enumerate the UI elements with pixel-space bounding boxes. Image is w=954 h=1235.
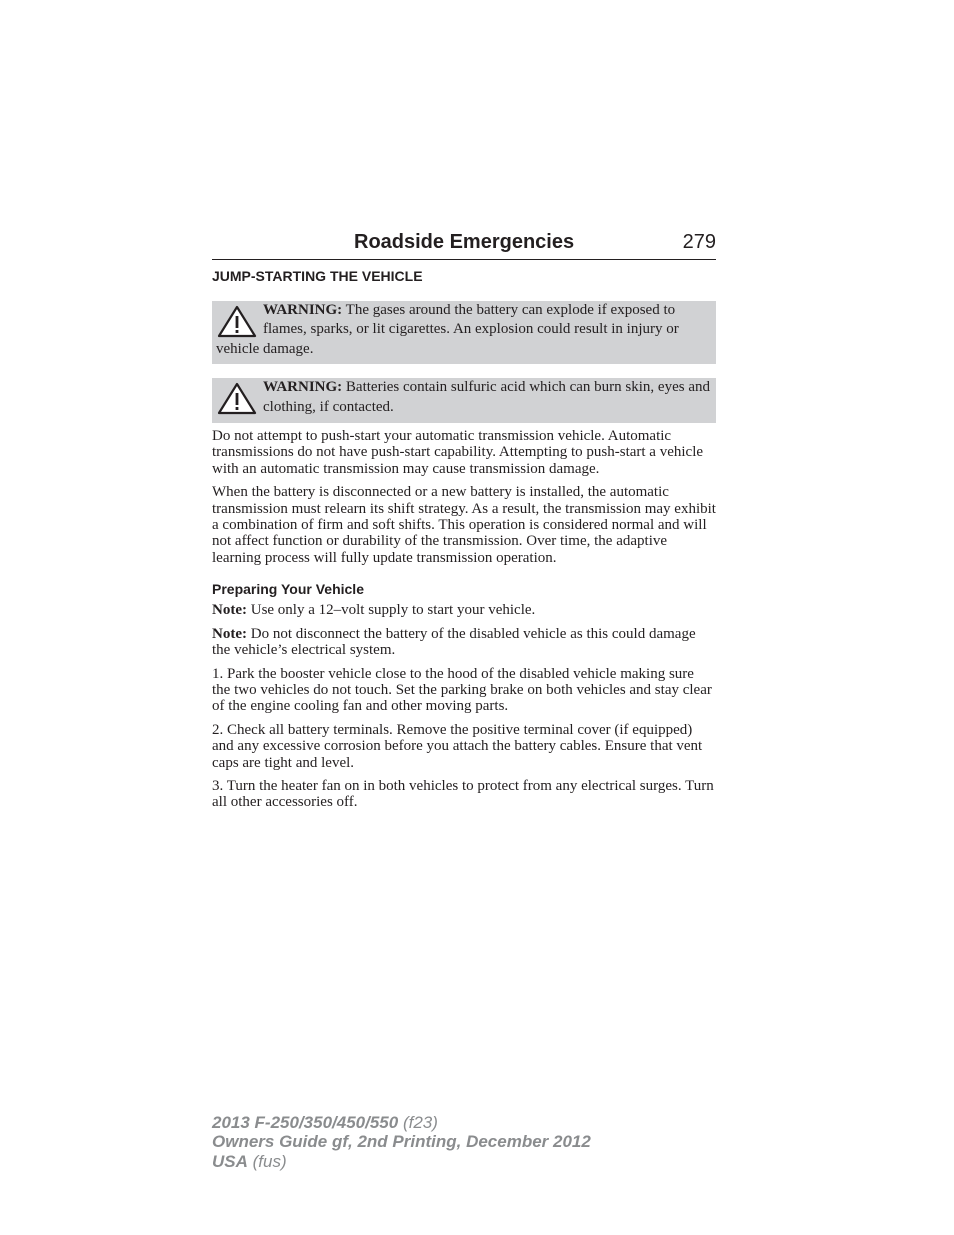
warning-triangle-icon bbox=[216, 305, 258, 339]
note-text: Do not disconnect the battery of the disabled vehicle as this could damage the vehicle’s electrical system. bbox=[212, 625, 696, 659]
footer-line-3 bbox=[212, 1152, 591, 1171]
footer-model-code: (f23) bbox=[398, 1113, 438, 1132]
warning-text: The gases around the battery can explode if exposed to flames, sparks, or lit cigarettes. An explosion could result in injury or vehicle damage. bbox=[216, 302, 679, 357]
section-title: JUMP-STARTING THE VEHICLE bbox=[212, 268, 423, 284]
note-text: Use only a 12–volt supply to start your vehicle. bbox=[246, 602, 536, 619]
warning-label: WARNING: bbox=[263, 379, 343, 396]
step-3: 3. Turn the heater fan on in both vehicles to protect from any electrical surges. Turn all other accessories off. bbox=[212, 777, 714, 811]
warning-box-2 bbox=[212, 378, 716, 423]
footer-model: 2013 F-250/350/450/550 bbox=[212, 1113, 399, 1132]
warning-text: Batteries contain sulfuric acid which can burn skin, eyes and clothing, if contacted. bbox=[263, 379, 710, 415]
subheading: Preparing Your Vehicle bbox=[212, 581, 364, 598]
note-1 bbox=[212, 602, 716, 618]
footer-market: USA bbox=[212, 1151, 248, 1171]
note-label: Note: bbox=[212, 625, 247, 642]
note-2 bbox=[212, 626, 716, 659]
paragraph-push-start: Do not attempt to push-start your automatic transmission vehicle. Automatic transmissions do not have push-start capability. Attempting to push-start a vehicle with an automatic transmission may cause transmission damage. bbox=[212, 428, 704, 477]
footer-edition: Owners Guide gf, 2nd Printing, December 2012 bbox=[212, 1132, 591, 1152]
header-title: Roadside Emergencies bbox=[354, 231, 575, 253]
footer-line-1 bbox=[212, 1113, 591, 1132]
warning-label: WARNING: bbox=[263, 302, 343, 318]
step-1: 1. Park the booster vehicle close to the hood of the disabled vehicle making sure the two vehicles do not touch. Set the parking brake on both vehicles and stay clear of the engine cooling fan and other moving parts. bbox=[212, 665, 712, 715]
page-header bbox=[212, 229, 716, 260]
footer-line-2 bbox=[212, 1132, 591, 1151]
step-2: 2. Check all battery terminals. Remove the positive terminal cover (if equipped) and any excessive corrosion before you attach the battery cables. Ensure that vent caps are tight and level. bbox=[212, 721, 703, 771]
paragraph-relearn: When the battery is disconnected or a new battery is installed, the automatic transmission must relearn its shift strategy. As a result, the transmission may exhibit a combination of firm and soft shifts. This operation is considered normal and will not affect function or durability of the transmission. Over time, the adaptive learning process will fully update transmission operation. bbox=[212, 484, 716, 566]
page-footer bbox=[212, 1113, 591, 1171]
note-label: Note: bbox=[212, 602, 247, 619]
warning-box-1 bbox=[212, 301, 716, 364]
warning-triangle-icon bbox=[216, 382, 258, 416]
page-number: 279 bbox=[682, 231, 716, 253]
footer-market-code: (fus) bbox=[247, 1151, 287, 1171]
page-content bbox=[212, 267, 716, 818]
